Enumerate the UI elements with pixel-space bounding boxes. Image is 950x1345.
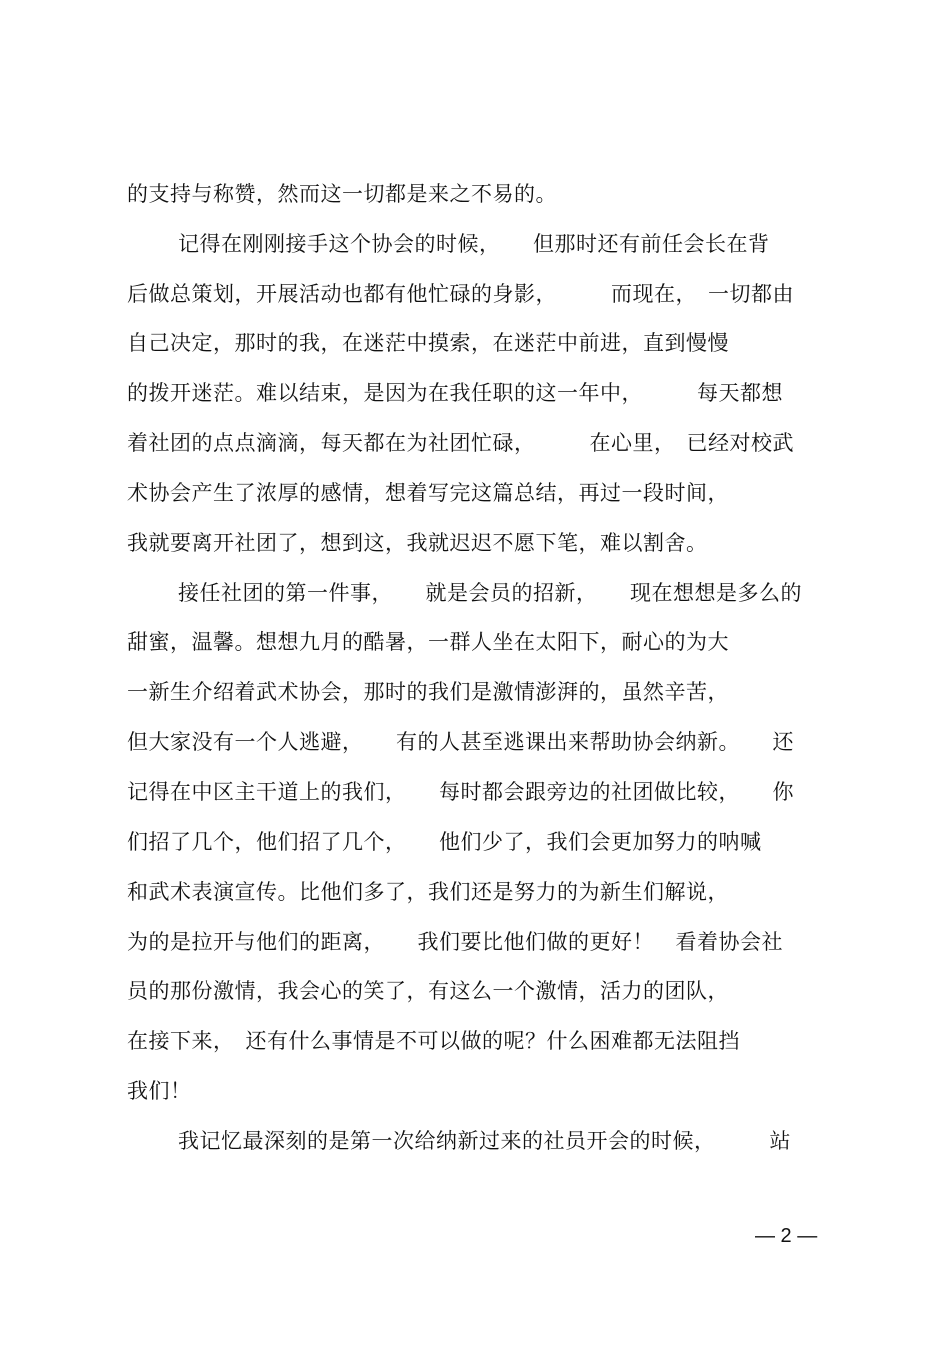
- text-line-1: 的支持与称赞，然而这一切都是来之不易的。: [127, 182, 557, 206]
- text-line-15: 和武术表演宣传。比他们多了，我们还是努力的为新生们解说，: [127, 880, 729, 904]
- text-line-6: 着社团的点点滴滴，每天都在为社团忙碌， 在心里， 已经对校武: [127, 431, 794, 455]
- text-line-16: 为的是拉开与他们的距离， 我们要比他们做的更好！ 看着协会社: [127, 930, 783, 954]
- text-line-11: 一新生介绍着武术协会，那时的我们是激情澎湃的，虽然辛苦，: [127, 680, 729, 704]
- text-line-14: 们招了几个，他们招了几个， 他们少了，我们会更加努力的呐喊: [127, 830, 762, 854]
- text-line-3: 后做总策划，开展活动也都有他忙碌的身影， 而现在， 一切都由: [127, 282, 794, 306]
- text-line-4: 自己决定，那时的我，在迷茫中摸索，在迷茫中前进，直到慢慢: [127, 331, 729, 355]
- text-line-17: 员的那份激情，我会心的笑了，有这么一个激情，活力的团队，: [127, 979, 729, 1003]
- text-line-20: 我记忆最深刻的是第一次给纳新过来的社员开会的时候， 站: [178, 1129, 791, 1153]
- text-line-9: 接任社团的第一件事， 就是会员的招新， 现在想想是多么的: [178, 581, 802, 605]
- text-line-2: 记得在刚刚接手这个协会的时候， 但那时还有前任会长在背: [178, 232, 770, 256]
- page-number: — 2 —: [755, 1225, 818, 1247]
- text-line-5: 的拨开迷茫。难以结束，是因为在我任职的这一年中， 每天都想: [127, 381, 783, 405]
- text-line-12: 但大家没有一个人逃避， 有的人甚至逃课出来帮助协会纳新。 还: [127, 730, 794, 754]
- text-line-7: 术协会产生了浓厚的感情，想着写完这篇总结，再过一段时间，: [127, 481, 729, 505]
- text-line-18: 在接下来， 还有什么事情是不可以做的呢？什么困难都无法阻挡: [127, 1029, 740, 1053]
- text-line-19: 我们！: [127, 1079, 192, 1103]
- text-line-10: 甜蜜，温馨。想想九月的酷暑，一群人坐在太阳下，耐心的为大: [127, 630, 729, 654]
- text-line-8: 我就要离开社团了，想到这，我就迟迟不愿下笔，难以割舍。: [127, 531, 708, 555]
- text-line-13: 记得在中区主干道上的我们， 每时都会跟旁边的社团做比较， 你: [127, 780, 794, 804]
